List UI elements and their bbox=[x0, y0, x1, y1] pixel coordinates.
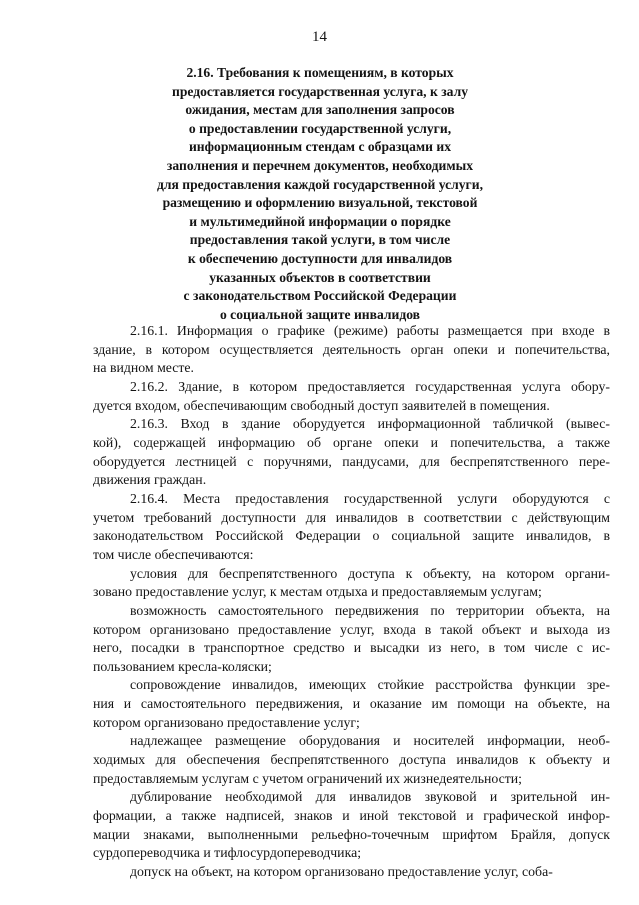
document-body bbox=[93, 322, 610, 882]
paragraph-line: мации знаками, выполненными рельефно-точечным шрифтом Брайля, допуск bbox=[93, 826, 610, 842]
heading-line: о предоставлении государственной услуги, bbox=[188, 120, 452, 136]
paragraph-line: предоставляемым услугам с учетом ограничений их жизнедеятельности; bbox=[93, 770, 523, 786]
paragraph-line: движения граждан. bbox=[93, 472, 207, 488]
heading-line: о социальной защите инвалидов bbox=[219, 306, 421, 322]
heading-line: и мультимедийной информации о порядке bbox=[189, 213, 451, 229]
heading-line: размещению и оформлению визуальной, текстовой bbox=[162, 195, 478, 211]
paragraph bbox=[93, 863, 610, 882]
paragraph-line: ния и самостоятельного передвижения, и оказание им помощи на объекте, на bbox=[93, 696, 610, 712]
paragraph-line: дублирование необходимой для инвалидов звуковой и зрительной ин- bbox=[130, 789, 610, 805]
paragraph-line: законодательством Российской Федерации о социальной защите инвалидов, в bbox=[93, 528, 610, 544]
heading-line: предоставления такой услуги, в том числе bbox=[189, 232, 451, 248]
paragraph-line: возможность самостоятельного передвижения по территории объекта, на bbox=[130, 602, 610, 618]
paragraph bbox=[93, 565, 610, 602]
paragraph-line: оборудуется лестницей с поручнями, пандусами, для беспрепятственного пере- bbox=[93, 453, 610, 469]
paragraph bbox=[93, 378, 610, 415]
section-heading bbox=[90, 64, 550, 324]
paragraph-line: котором организовано предоставление услуг, входа в такой объект и выхода из bbox=[93, 621, 610, 637]
paragraph-line: зовано предоставление услуг, к местам отдыха и предоставляемым услугам; bbox=[93, 584, 542, 600]
paragraph-line: допуск на объект, на котором организовано предоставление услуг, соба- bbox=[130, 864, 553, 880]
paragraph-line: 2.16.3. Вход в здание оборудуется информационной табличкой (вывес- bbox=[130, 416, 610, 432]
heading-line: предоставляется государственная услуга, к залу bbox=[172, 83, 468, 99]
paragraph-line: пользованием кресла-коляски; bbox=[93, 658, 272, 674]
paragraph-line: на видном месте. bbox=[93, 360, 194, 376]
paragraph-line: условия для беспрепятственного доступа к объекту, на котором органи- bbox=[130, 565, 610, 581]
heading-line: указанных объектов в соответствии bbox=[209, 269, 431, 285]
paragraph bbox=[93, 788, 610, 863]
page-number: 14 bbox=[312, 29, 327, 45]
paragraph-line: него, посадки в транспортное средство и высадки из него, в том числе с ис- bbox=[93, 640, 610, 656]
paragraph bbox=[93, 676, 610, 732]
paragraph-line: здание, в котором осуществляется деятельность орган опеки и попечительства, bbox=[93, 341, 610, 357]
paragraph bbox=[93, 322, 610, 378]
paragraph-line: 2.16.1. Информация о графике (режиме) работы размещается при входе в bbox=[130, 323, 610, 338]
heading-line: к обеспечению доступности для инвалидов bbox=[187, 250, 453, 266]
paragraph-line: 2.16.4. Места предоставления государственной услуги оборудуются с bbox=[130, 490, 610, 506]
paragraph bbox=[93, 415, 610, 490]
heading-line: заполнения и перечнем документов, необходимых bbox=[166, 157, 474, 173]
paragraph-line: 2.16.2. Здание, в котором предоставляется государственная услуга обору- bbox=[130, 378, 610, 394]
paragraph-line: кой), содержащей информацию об органе опеки и попечительства, а также bbox=[93, 434, 610, 450]
paragraph-line: ходимых для обеспечения беспрепятственного доступа инвалидов к объекту и bbox=[93, 752, 610, 768]
paragraph-line: сопровождение инвалидов, имеющих стойкие расстройства функции зре- bbox=[130, 677, 610, 693]
paragraph-line: том числе обеспечиваются: bbox=[93, 546, 254, 562]
heading-line: информационным стендам с образцами их bbox=[188, 139, 452, 155]
paragraph-line: котором организовано предоставление услуг; bbox=[93, 714, 360, 730]
paragraph-line: учетом требований доступности для инвалидов в соответствии с действующим bbox=[93, 509, 610, 525]
paragraph bbox=[93, 732, 610, 788]
paragraph-line: надлежащее размещение оборудования и носителей информации, необ- bbox=[130, 733, 610, 749]
paragraph bbox=[93, 490, 610, 565]
heading-line: для предоставления каждой государственной услуги, bbox=[157, 176, 483, 192]
heading-line: с законодательством Российской Федерации bbox=[183, 288, 457, 304]
heading-line: 2.16. Требования к помещениям, в которых bbox=[186, 65, 454, 80]
heading-line: ожидания, местам для заполнения запросов bbox=[185, 102, 455, 118]
paragraph-line: дуется входом, обеспечивающим свободный доступ заявителей в помещения. bbox=[93, 397, 550, 413]
paragraph bbox=[93, 602, 610, 677]
paragraph-line: сурдопереводчика и тифлосурдопереводчика; bbox=[93, 845, 362, 861]
paragraph-line: формации, а также надписей, знаков и иной текстовой и графической инфор- bbox=[93, 808, 610, 824]
